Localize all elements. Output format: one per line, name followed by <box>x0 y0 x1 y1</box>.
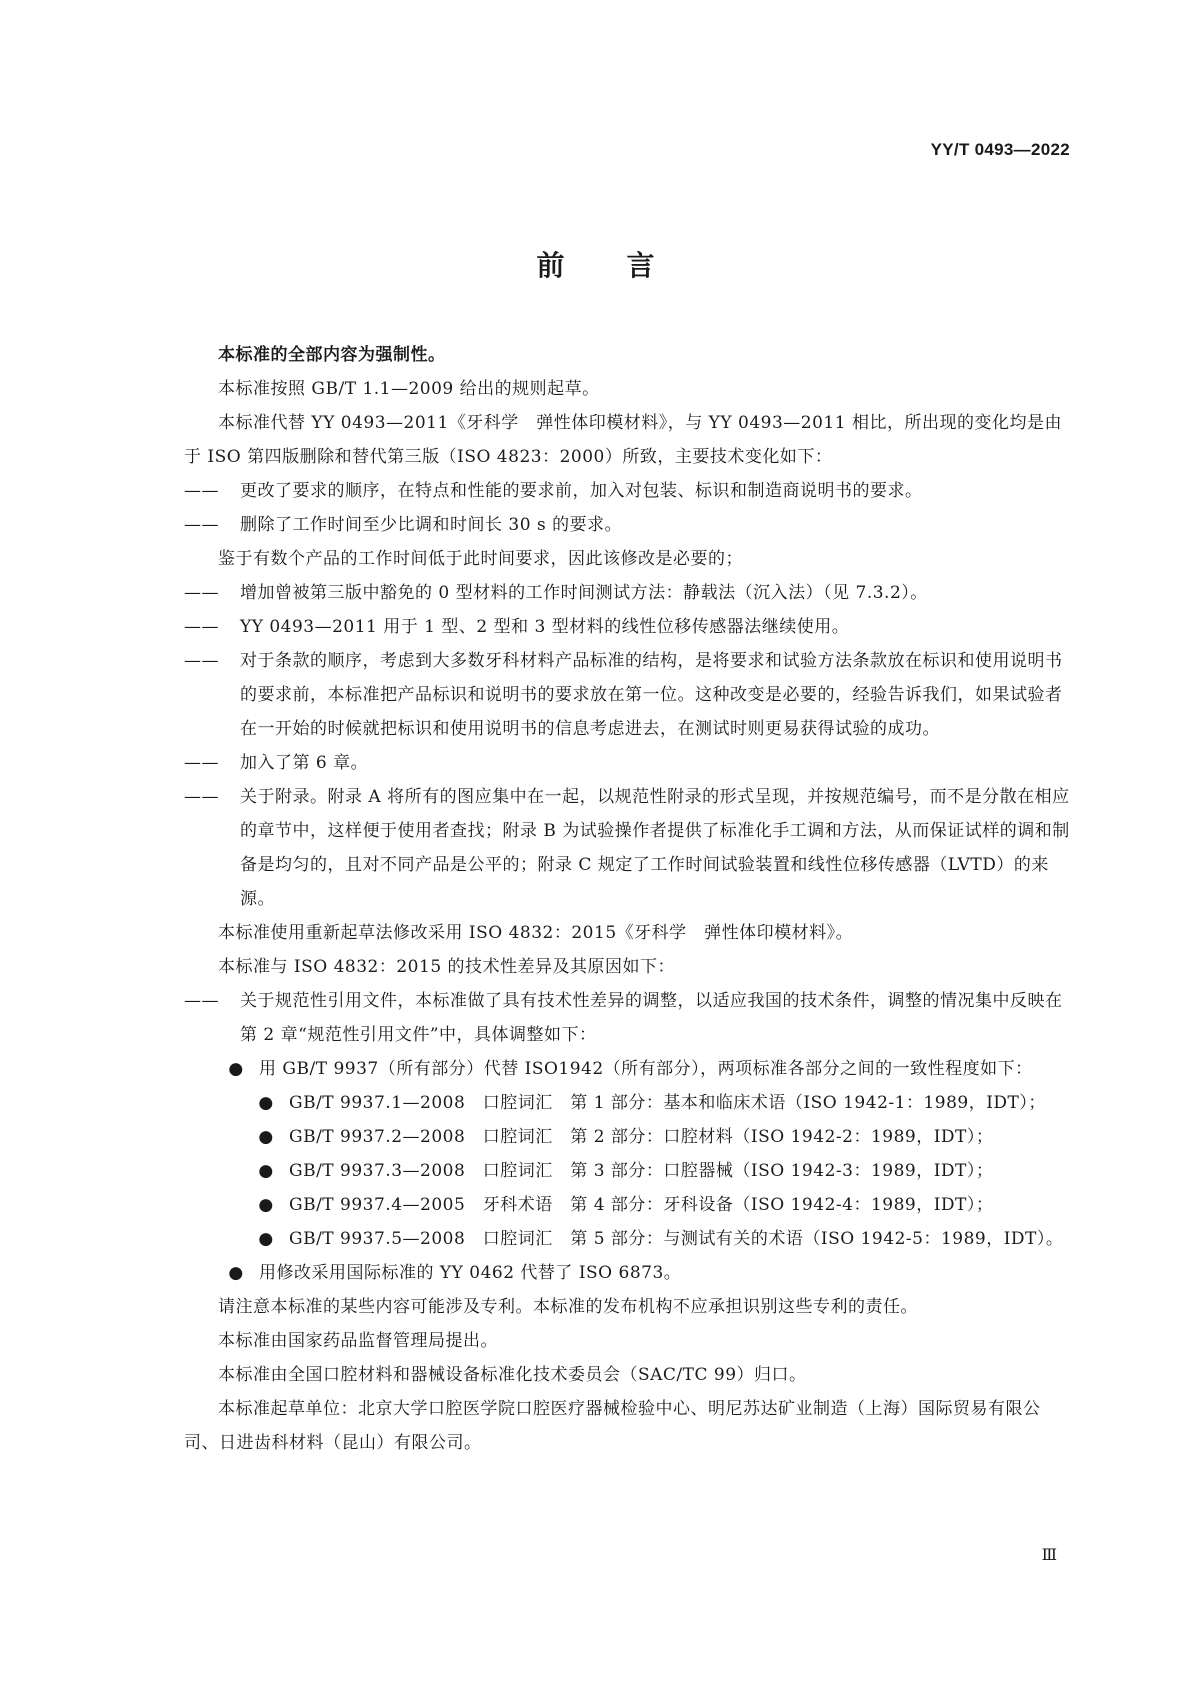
list-item <box>184 644 1070 746</box>
paragraph-adoption: 本标准使用重新起草法修改采用 ISO 4832：2015《牙科学 弹性体印模材料》。 <box>218 923 854 943</box>
paragraph-working-time: 鉴于有数个产品的工作时间低于此时间要求，因此该修改是必要的； <box>218 549 743 569</box>
page-title: 前言 <box>536 249 717 282</box>
list-item <box>184 610 1070 644</box>
list-item-text: 增加曾被第三版中豁免的 0 型材料的工作时间测试方法：静载法（沉入法）（见 7.3.2）。 <box>240 583 928 603</box>
bullet-text: 用 GB/T 9937（所有部分）代替 ISO1942（所有部分），两项标准各部分之间的一致性程度如下： <box>259 1059 1033 1079</box>
bullet-icon: ● <box>258 1161 274 1181</box>
dash-mark: —— <box>184 617 219 637</box>
sub-bullet-item <box>184 1120 1070 1154</box>
dash-mark: —— <box>184 515 219 535</box>
paragraph-mandatory: 本标准的全部内容为强制性。 <box>218 345 446 365</box>
sub-bullet-item <box>184 1154 1070 1188</box>
list-item-text: 关于规范性引用文件，本标准做了具有技术性差异的调整，以适应我国的技术条件，调整的情况集中反映在第 2 章“规范性引用文件”中，具体调整如下： <box>240 991 1063 1045</box>
paragraph-drafters: 本标准起草单位：北京大学口腔医学院口腔医疗器械检验中心、明尼苏达矿业制造（上海）国际贸易有限公司、日进齿科材料（昆山）有限公司。 <box>184 1399 1041 1453</box>
sub-bullet-item <box>184 1086 1070 1120</box>
bullet-text: GB/T 9937.2—2008 口腔词汇 第 2 部分：口腔材料（ISO 1942-2：1989，IDT）； <box>289 1127 994 1147</box>
list-item <box>184 780 1070 916</box>
dash-mark: —— <box>184 991 219 1011</box>
dash-mark: —— <box>184 583 219 603</box>
sub-bullet-item <box>184 1222 1070 1256</box>
dash-mark: —— <box>184 651 219 671</box>
list-item <box>184 576 1070 610</box>
document-code: YY/T 0493—2022 <box>930 140 1070 159</box>
paragraph-drafting-rules: 本标准按照 GB/T 1.1—2009 给出的规则起草。 <box>218 379 600 399</box>
sub-bullet-item <box>184 1188 1070 1222</box>
bullet-text: GB/T 9937.1—2008 口腔词汇 第 1 部分：基本和临床术语（ISO 1942-1：1989，IDT）； <box>289 1093 1046 1113</box>
bullet-icon: ● <box>228 1059 244 1079</box>
list-item-text: 删除了工作时间至少比调和时间长 30 s 的要求。 <box>240 515 623 535</box>
bullet-text: GB/T 9937.4—2005 牙科术语 第 4 部分：牙科设备（ISO 1942-4：1989，IDT）； <box>289 1195 994 1215</box>
paragraph-proposer: 本标准由国家药品监督管理局提出。 <box>218 1331 498 1351</box>
bullet-icon: ● <box>258 1195 274 1215</box>
paragraph-differences: 本标准与 ISO 4832：2015 的技术性差异及其原因如下： <box>218 957 676 977</box>
bullet-item <box>184 1256 1070 1290</box>
page-number: Ⅲ <box>1041 1545 1057 1564</box>
dash-mark: —— <box>184 753 219 773</box>
list-item <box>184 474 1070 508</box>
list-item <box>184 746 1070 780</box>
paragraph-committee: 本标准由全国口腔材料和器械设备标准化技术委员会（SAC/TC 99）归口。 <box>218 1365 807 1385</box>
list-item-text: 更改了要求的顺序，在特点和性能的要求前，加入对包装、标识和制造商说明书的要求。 <box>240 481 923 501</box>
dash-mark: —— <box>184 787 219 807</box>
dash-mark: —— <box>184 481 219 501</box>
bullet-icon: ● <box>258 1229 274 1249</box>
document-body <box>184 338 1070 1460</box>
paragraph-replacement: 本标准代替 YY 0493—2011《牙科学 弹性体印模材料》，与 YY 0493—2011 相比，所出现的变化均是由于 ISO 第四版删除和替代第三版（ISO 4823：2000）所致，主要技术变化如下： <box>184 413 1062 467</box>
paragraph-patent-notice: 请注意本标准的某些内容可能涉及专利。本标准的发布机构不应承担识别这些专利的责任。 <box>218 1297 918 1317</box>
list-item <box>184 984 1070 1052</box>
list-item-text: YY 0493—2011 用于 1 型、2 型和 3 型材料的线性位移传感器法继续使用。 <box>240 617 850 637</box>
bullet-icon: ● <box>228 1263 244 1283</box>
bullet-icon: ● <box>258 1093 274 1113</box>
bullet-item <box>184 1052 1070 1086</box>
list-item <box>184 508 1070 542</box>
list-item-text: 关于附录。附录 A 将所有的图应集中在一起，以规范性附录的形式呈现，并按规范编号，而不是分散在相应的章节中，这样便于使用者查找；附录 B 为试验操作者提供了标准化手工调和方法，从而保证试样的调和制备是均匀的，且对不同产品是公平的；附录 C 规定了工作时间试验装置和线性位移传感器（LVTD）的来源。 <box>240 787 1070 909</box>
bullet-text: 用修改采用国际标准的 YY 0462 代替了 ISO 6873。 <box>259 1263 682 1283</box>
bullet-text: GB/T 9937.3—2008 口腔词汇 第 3 部分：口腔器械（ISO 1942-3：1989，IDT）； <box>289 1161 994 1181</box>
list-item-text: 加入了第 6 章。 <box>240 753 369 773</box>
bullet-text: GB/T 9937.5—2008 口腔词汇 第 5 部分：与测试有关的术语（ISO 1942-5：1989，IDT）。 <box>289 1229 1064 1249</box>
bullet-icon: ● <box>258 1127 274 1147</box>
list-item-text: 对于条款的顺序，考虑到大多数牙科材料产品标准的结构，是将要求和试验方法条款放在标识和使用说明书的要求前，本标准把产品标识和说明书的要求放在第一位。这种改变是必要的，经验告诉我们，如果试验者在一开始的时候就把标识和使用说明书的信息考虑进去，在测试时则更易获得试验的成功。 <box>240 651 1063 739</box>
